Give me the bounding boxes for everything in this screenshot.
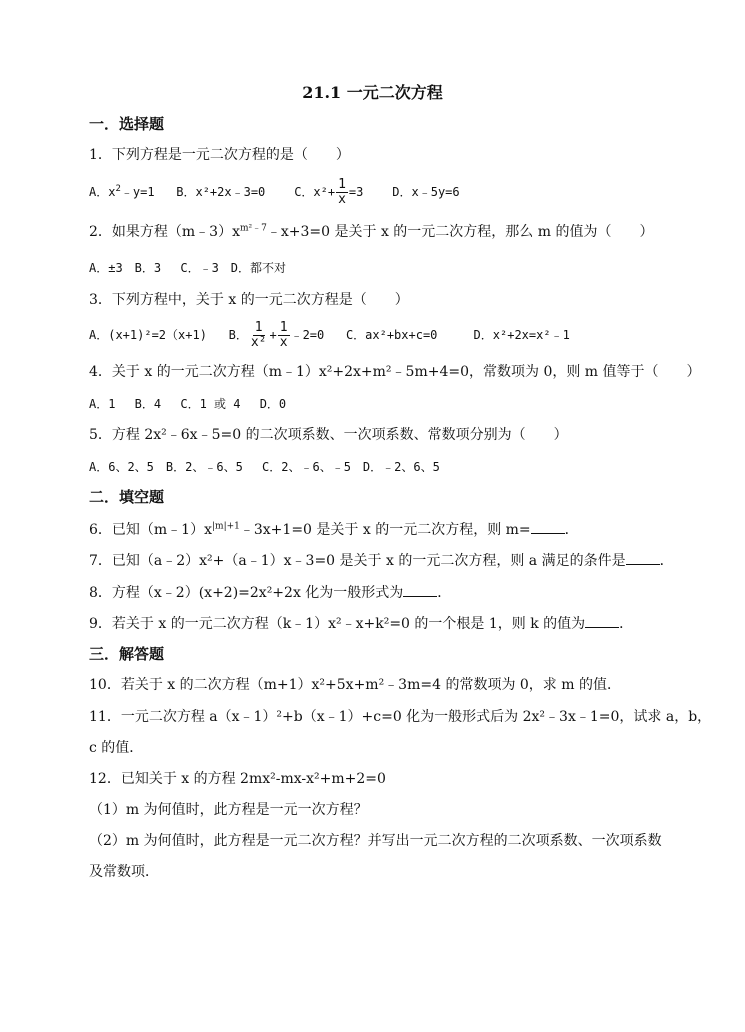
q1-option-b: B．x²+2x﹣3=0 <box>176 185 266 199</box>
q3-option-d: D．x²+2x=x²﹣1 <box>473 328 570 342</box>
question-8: 8．方程（x﹣2）(x+2)=2x²+2x 化为一般形式为 ． <box>89 582 451 603</box>
q1-option-c: C．x²+ $\frac{1}{x}$ =3 <box>294 177 364 207</box>
question-11-line-1: 11．一元二次方程 a（x﹣1）²+b（x﹣1）+c=0 化为一般形式后为 2x²﹣3x﹣1=0，试求 a，b， <box>89 709 712 725</box>
question-2-options: A．±3 B．3 C．﹣3 D．都不对 <box>89 261 287 275</box>
question-4-options: A．1 B．4 C．1 或 4 D．0 <box>89 397 287 411</box>
question-5-stem: 5．方程 2x²﹣6x﹣5=0 的二次项系数、一次项系数、常数项分别为（ ） <box>89 427 568 443</box>
question-11-line-2: c 的值． <box>89 740 144 756</box>
q3-option-a: A．(x+1)²=2（x+1) <box>89 328 207 342</box>
section-solve-heading: 三．解答题 <box>89 645 165 663</box>
q7-answer-blank[interactable] <box>626 550 660 565</box>
q1-option-a: A．$x^2﹣y=1$ <box>89 184 155 199</box>
q8-answer-blank[interactable] <box>403 582 437 597</box>
question-1-options <box>89 178 460 207</box>
q1-option-d: D．x﹣5y=6 <box>392 185 460 199</box>
question-3-options <box>89 321 570 350</box>
question-9: 9．若关于 x 的一元二次方程（k﹣1）x²﹣x+k²=0 的一个根是 1，则 k 的值为 ． <box>89 613 633 634</box>
q3-option-b: B． $\frac{1}{\text{x²}}$ + $\frac{1}{x}$ ﹣2=0 <box>228 320 325 350</box>
question-5-options: A．6、2、5 B．2、﹣6、5 C．2、﹣6、﹣5 D．﹣2、6、5 <box>89 460 440 474</box>
question-12-part-1: （1）m 为何值时，此方程是一元一次方程？ <box>89 802 368 818</box>
q3-option-c: C．ax²+bx+c=0 <box>345 328 438 342</box>
question-7: 7．已知（a﹣2）x²+（a﹣1）x﹣3=0 是关于 x 的一元二次方程，则 a 满足的条件是 ． <box>89 550 674 571</box>
section-fill-heading: 二．填空题 <box>89 488 165 506</box>
question-12-part-2-line-2: 及常数项． <box>89 864 159 880</box>
q9-answer-blank[interactable] <box>585 613 619 628</box>
question-6: 6．已知$(m﹣1)x^{|m|+1}﹣3x+1=0$ 是关于 x 的一元二次方程，则 m= ． <box>89 519 579 540</box>
question-4-stem: 4．关于 x 的一元二次方程（m﹣1）x²+2x+m²﹣5m+4=0，常数项为 0，则 m 值等于（ ） <box>89 364 701 380</box>
question-3-stem: 3．下列方程中，关于 x 的一元二次方程是（ ） <box>89 292 409 308</box>
question-1-stem: 1．下列方程是一元二次方程的是（ ） <box>89 147 350 163</box>
page-title: 21.1 一元二次方程 <box>302 83 443 102</box>
question-12-part-2-line-1: （2）m 为何值时，此方程是一元二次方程？并写出一元二次方程的二次项系数、一次项系数 <box>89 833 662 849</box>
question-12-stem: 12．已知关于 x 的方程 2mx²-mx-x²+m+2=0 <box>89 771 386 787</box>
section-choice-heading: 一．选择题 <box>89 115 165 133</box>
q6-answer-blank[interactable] <box>531 519 565 534</box>
question-10: 10．若关于 x 的二次方程（m+1）x²+5x+m²﹣3m=4 的常数项为 0，求 m 的值． <box>89 677 621 693</box>
question-2-stem: 2．如果方程$(m﹣3)x^{m^2﹣7}﹣x+3=0$ 是关于 x 的一元二次方程，那么 m 的值为（ ） <box>89 223 654 240</box>
